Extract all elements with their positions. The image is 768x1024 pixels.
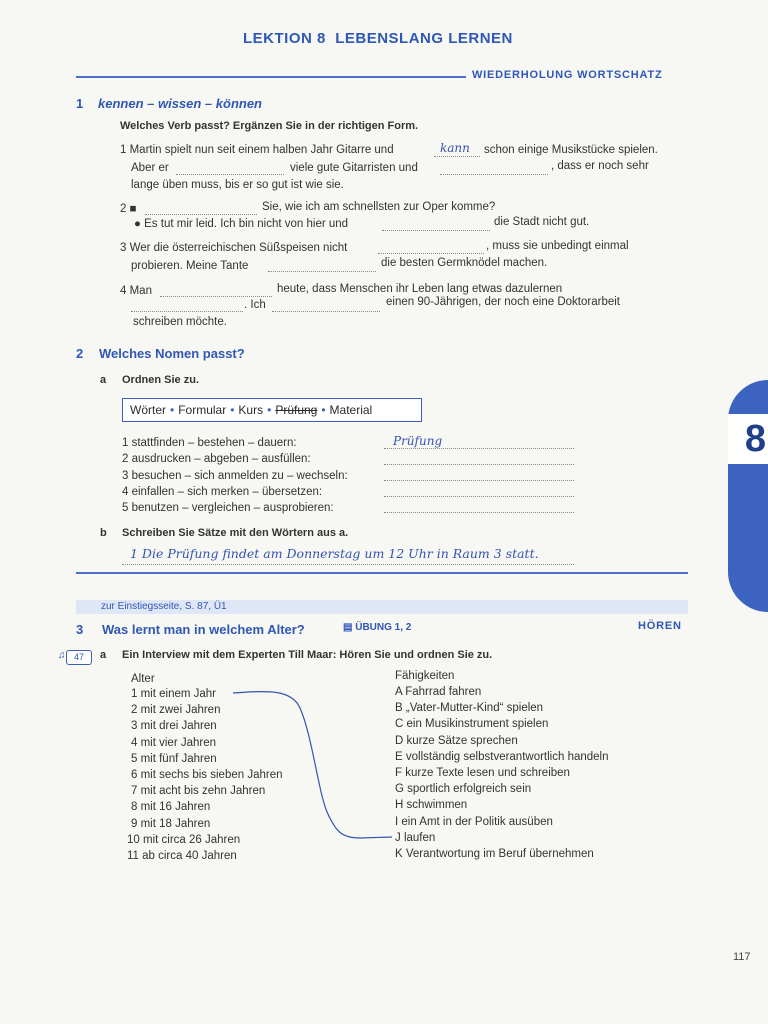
word-option: Kurs [238, 403, 264, 417]
age-item: 11 ab circa 40 Jahren [127, 850, 237, 862]
skill-item: E vollständig selbstverantwortlich handeln [395, 750, 609, 763]
age-item: 10 mit circa 26 Jahren [127, 833, 241, 846]
chapter-number: 8 [744, 418, 766, 460]
age-item: 1 mit einem Jahr [131, 688, 217, 700]
handwritten-answer: 1 Die Prüfung findet am Donnerstag um 12 Uhr in Raum 3 statt. [130, 546, 539, 561]
item-text: Aber er [131, 162, 169, 174]
exercise-number: 3 [76, 622, 84, 637]
item-text: schreiben möchte. [133, 316, 227, 328]
word-separator: • [230, 403, 235, 417]
skill-item: C ein Musikinstrument spielen [395, 718, 549, 731]
audio-icon: ♫ [58, 650, 66, 661]
item-text: ● Es tut mir leid. Ich bin nicht von hier und [134, 218, 349, 230]
cd-track-number: 47 [73, 652, 84, 662]
lesson-label: LEKTION 8 [243, 30, 326, 47]
skill-item: F kurze Texte lesen und schreiben [395, 767, 570, 779]
list-item: 4 einfallen – sich merken – übersetzen: [122, 486, 323, 498]
uebung-label: ÜBUNG 1, 2 [355, 622, 412, 633]
skill-item: K Verantwortung im Beruf übernehmen [395, 848, 594, 860]
item-text: 3 Wer die österreichischen Süßspeisen nicht [120, 242, 348, 254]
subtask-instruction: Ordnen Sie zu. [122, 374, 200, 386]
skill-item: I ein Amt in der Politik ausüben [395, 815, 553, 828]
subtask-label: b [100, 527, 107, 539]
item-text: einen 90-Jährigen, der noch eine Doktorarbeit [386, 296, 620, 308]
exercise-number: 2 [76, 346, 84, 361]
word-separator: • [267, 403, 272, 417]
age-item: 4 mit vier Jahren [131, 736, 217, 749]
list-item: 5 benutzen – vergleichen – ausprobieren: [122, 502, 334, 514]
item-text: viele gute Gitarristen und [290, 162, 418, 174]
page-number: 117 [733, 951, 751, 963]
age-item: 3 mit drei Jahren [131, 720, 217, 733]
subtask-instruction: Schreiben Sie Sätze mit den Wörtern aus a. [122, 527, 349, 539]
age-item: 6 mit sechs bis sieben Jahren [131, 769, 283, 781]
skill-item: A Fahrrad fahren [395, 686, 482, 698]
word-option: Material [329, 403, 373, 417]
workbook-icon: ▤ [343, 622, 353, 633]
exercise-title: Welches Nomen passt? [99, 346, 245, 361]
handwritten-answer: Prüfung [393, 434, 443, 448]
column-header: Alter [131, 673, 155, 685]
item-text: . Ich [244, 299, 266, 311]
item-text: die besten Germknödel machen. [381, 257, 548, 269]
skill-item: B „Vater-Mutter-Kind“ spielen [395, 702, 544, 715]
section-heading: WIEDERHOLUNG WORTSCHATZ [472, 69, 663, 81]
section-label: HÖREN [638, 620, 682, 632]
skill-item: D kurze Sätze sprechen [395, 734, 518, 747]
subtask-label: a [100, 374, 107, 386]
handwritten-answer: kann [440, 141, 470, 155]
skill-item: G sportlich erfolgreich sein [395, 783, 532, 796]
item-text: probieren. Meine Tante [131, 260, 249, 272]
reference-link[interactable]: zur Einstiegsseite, S. 87, Ü1 [101, 601, 227, 612]
exercise-instruction: Welches Verb passt? Ergänzen Sie in der richtigen Form. [120, 120, 419, 132]
age-item: 7 mit acht bis zehn Jahren [131, 785, 266, 798]
item-text: heute, dass Menschen ihr Leben lang etwas dazulernen [277, 283, 563, 295]
exercise-instruction: Ein Interview mit dem Experten Till Maar: Hören Sie und ordnen Sie zu. [122, 649, 493, 661]
item-text: 1 Martin spielt nun seit einem halben Jahr Gitarre und [120, 144, 394, 156]
list-item: 3 besuchen – sich anmelden zu – wechseln: [122, 470, 348, 482]
lesson-title: LEBENSLANG LERNEN [335, 30, 513, 47]
item-text: , muss sie unbedingt einmal [486, 240, 629, 252]
age-item: 8 mit 16 Jahren [131, 801, 211, 814]
item-text: 2 ■ [120, 203, 137, 215]
exercise-title: kennen – wissen – können [98, 96, 262, 111]
subtask-label: a [100, 649, 107, 661]
item-text: 4 Man [120, 285, 152, 297]
word-option-used: Prüfung [275, 403, 318, 417]
word-separator: • [170, 403, 175, 417]
age-item: 2 mit zwei Jahren [131, 704, 221, 717]
item-text: , dass er noch sehr [551, 160, 649, 172]
column-header: Fähigkeiten [395, 670, 455, 682]
word-option: Formular [178, 403, 227, 417]
age-item: 9 mit 18 Jahren [131, 817, 211, 830]
item-text: lange üben muss, bis er so gut ist wie sie. [131, 179, 344, 191]
skill-item: J laufen [395, 831, 436, 844]
exercise-number: 1 [76, 96, 84, 111]
list-item: 2 ausdrucken – abgeben – ausfüllen: [122, 453, 311, 465]
word-separator: • [321, 403, 326, 417]
item-text: schon einige Musikstücke spielen. [484, 144, 658, 156]
item-text: Sie, wie ich am schnellsten zur Oper komme? [262, 201, 496, 213]
exercise-title: Was lernt man in welchem Alter? [102, 622, 305, 637]
age-item: 5 mit fünf Jahren [131, 752, 217, 765]
skill-item: H schwimmen [395, 799, 468, 812]
item-text: die Stadt nicht gut. [494, 216, 590, 228]
list-item: 1 stattfinden – bestehen – dauern: [122, 437, 297, 449]
word-option: Wörter [130, 403, 166, 417]
